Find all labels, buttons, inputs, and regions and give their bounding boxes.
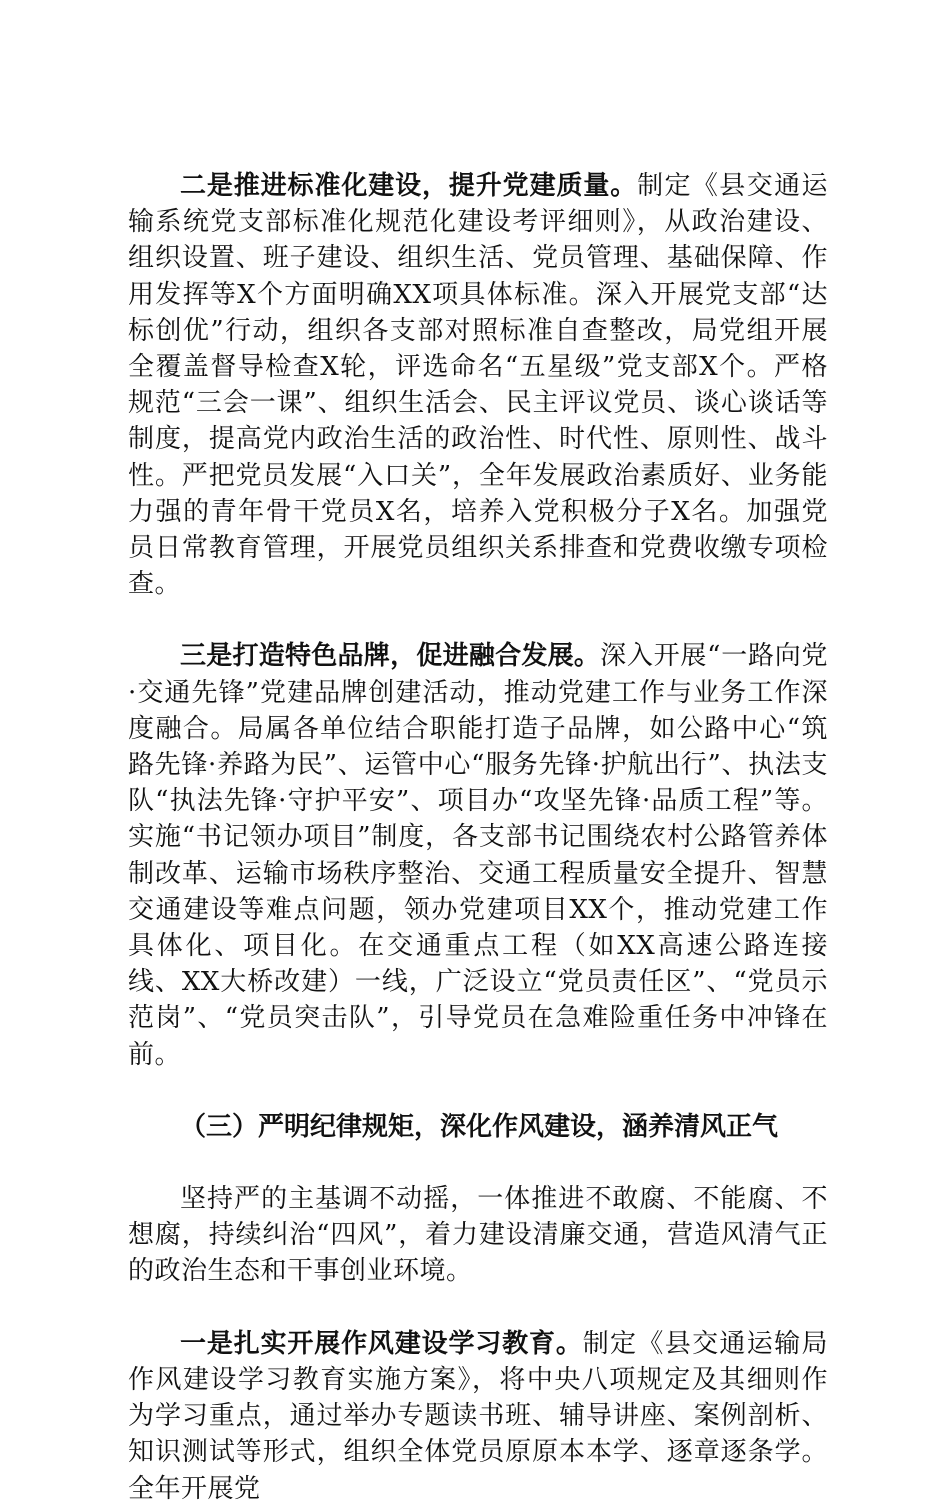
section-heading: （三）严明纪律规矩，深化作风建设，涵养清风正气 (180, 1111, 779, 1142)
paragraph-body: 坚持严的主基调不动摇，一体推进不敢腐、不能腐、不想腐，持续纠治“四风”，着力建设清廉交通，营造风清气正的政治生态和干事创业环境。 (128, 1184, 828, 1287)
document-page (128, 168, 828, 1507)
paragraph-brand (128, 638, 828, 1072)
paragraph-body: 制定《县交通运输系统党支部标准化规范化建设考评细则》，从政治建设、组织设置、班子建设、组织生活、党员管理、基础保障、作用发挥等X个方面明确XX项具体标准。深入开展党支部“达标创优”行动，组织各支部对照标准自查整改，局党组开展全覆盖督导检查X轮，评选命名“五星级”党支部X个。严格规范“三会一课”、组织生活会、民主评议党员、谈心谈话等制度，提高党内政治生活的政治性、时代性、原则性、战斗性。严把党员发展“入口关”，全年发展政治素质好、业务能力强的青年骨干党员X名，培养入党积极分子X名。加强党员日常教育管理，开展党员组织关系排查和党费收缴专项检查。 (128, 171, 828, 600)
paragraph-lead: 二是推进标准化建设，提升党建质量。 (180, 171, 638, 201)
paragraph-discipline-intro (128, 1181, 828, 1290)
paragraph-style-education (128, 1326, 828, 1507)
paragraph-body: 制定《县交通运输局作风建设学习教育实施方案》，将中央八项规定及其细则作为学习重点，通过举办专题读书班、辅导讲座、案例剖析、知识测试等形式，组织全体党员原原本本学、逐章逐条学。全年开展党 (128, 1328, 828, 1504)
paragraph-lead: 三是打造特色品牌，促进融合发展。 (180, 641, 601, 672)
paragraph-standardization (128, 168, 828, 602)
paragraph-lead: 一是扎实开展作风建设学习教育。 (180, 1328, 583, 1359)
paragraph-body: 深入开展“一路向党·交通先锋”党建品牌创建活动，推动党建工作与业务工作深度融合。局属各单位结合职能打造子品牌，如公路中心“筑路先锋·养路为民”、运管中心“服务先锋·护航出行”、执法支队“执法先锋·守护平安”、项目办“攻坚先锋·品质工程”等。实施“书记领办项目”制度，各支部书记围绕农村公路管养体制改革、运输市场秩序整治、交通工程质量安全提升、智慧交通建设等难点问题，领办党建项目XX个，推动党建工作具体化、项目化。在交通重点工程（如XX高速公路连接线、XX大桥改建）一线，广泛设立“党员责任区”、“党员示范岗”、“党员突击队”，引导党员在急难险重任务中冲锋在前。 (128, 641, 828, 1070)
